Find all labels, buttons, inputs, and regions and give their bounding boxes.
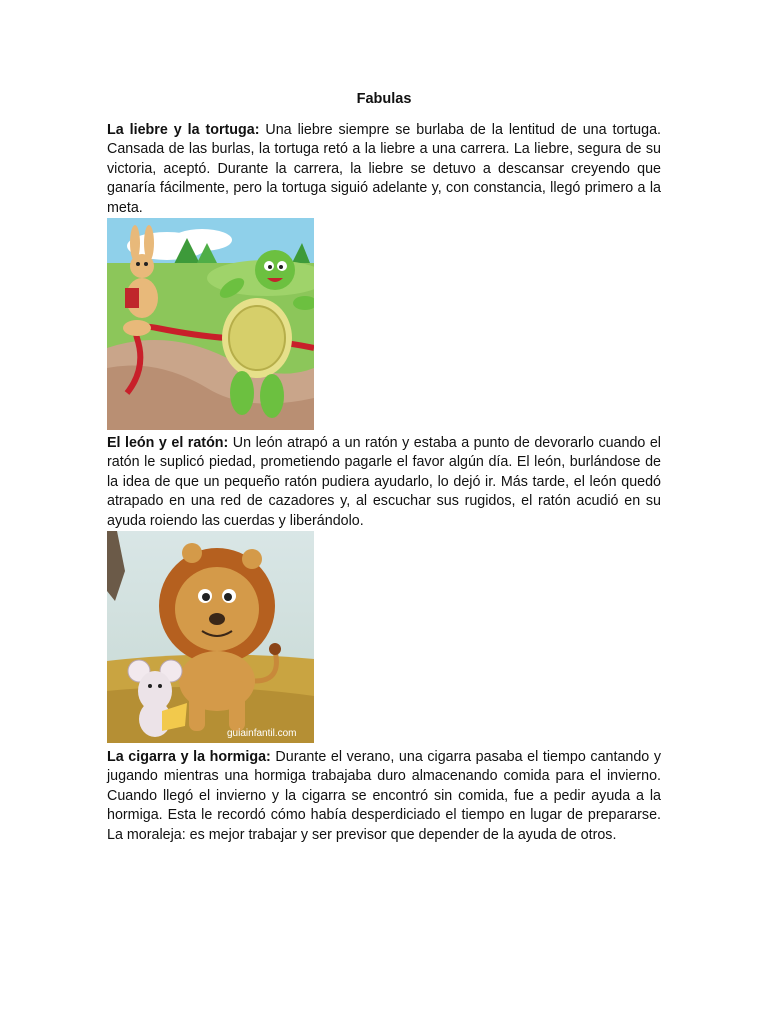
fable-text: Un león atrapó a un ratón y estaba a punto de devorarlo cuando el ratón le suplicó piedad, prometiendo pagarle el favor algún día. El león, burlándose de la idea de que un pequeño ratón pudiera ayudarlo, lo dejó ir. Más tarde, el león quedó atrapado en una red de cazadores y, al escuchar sus rugidos, el ratón acudió en su ayuda roiendo las cuerdas y liberándolo. [107,435,661,529]
document-title: Fabulas [356,91,412,107]
lion-mouse-illustration [107,531,314,743]
fable-hare-tortoise [107,121,661,218]
fable-cicada-ant [107,748,661,845]
fable-lion-mouse [107,434,661,531]
fable-text: Una liebre siempre se burlaba de la lentitud de una tortuga. Cansada de las burlas, la tortuga retó a la liebre a una carrera. La liebre, segura de su victoria, aceptó. Durante la carrera, la liebre se detuvo a descansar creyendo que ganaría fácilmente, pero la tortuga siguió adelante y, con constancia, llegó primero a la meta. [107,122,662,216]
fable-heading: La cigarra y la hormiga: [107,749,271,765]
hare-tortoise-illustration [107,218,314,430]
image-watermark: guiainfantil.com [227,728,297,739]
fable-heading: El león y el ratón: [107,435,229,451]
fable-heading: La liebre y la tortuga: [107,122,260,138]
fable-text: Durante el verano, una cigarra pasaba el tiempo cantando y jugando mientras una hormiga trabajaba duro almacenando comida para el invierno. Cuando llegó el invierno y la cigarra se encontró sin comida, fue a pedir ayuda a la hormiga. Esta le recordó cómo había desperdiciado el tiempo en lugar de prepararse. La moraleja: es mejor trabajar y ser previsor que depender de la ayuda de otros. [107,749,662,843]
